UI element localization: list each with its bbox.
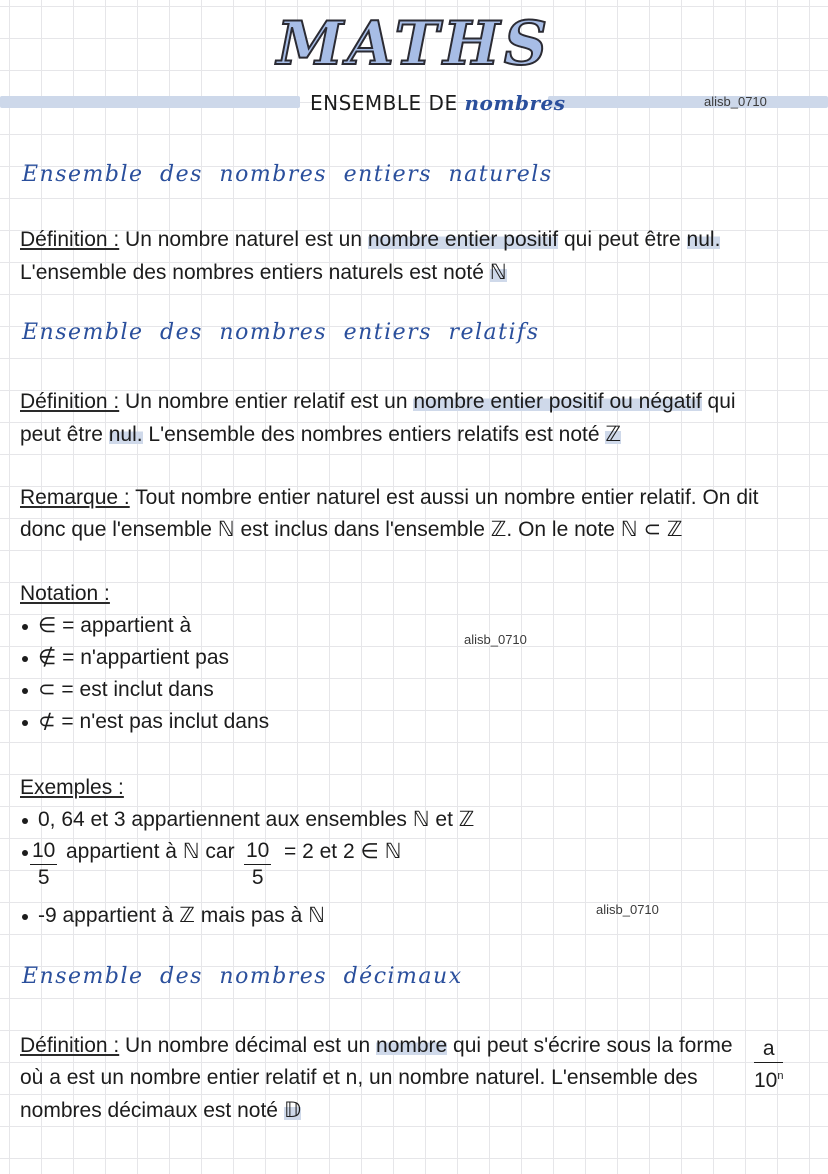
- symbol-relatifs: ℤ: [605, 422, 621, 446]
- list-item: ∈ = appartient à: [20, 610, 810, 642]
- definition-label: Définition :: [20, 1034, 120, 1057]
- example-3: [20, 900, 810, 932]
- exemples-list: [20, 804, 810, 836]
- watermark-lower: alisb_0710: [596, 902, 659, 917]
- highlight: nul.: [686, 228, 721, 251]
- fraction-numerator: a: [754, 1036, 783, 1063]
- list-item: ⊂ = est inclut dans: [20, 674, 810, 706]
- watermark-header: alisb_0710: [704, 94, 767, 109]
- remarque-label: Remarque :: [20, 486, 130, 509]
- list-item: -9 appartient à ℤ mais pas à ℕ: [20, 900, 810, 932]
- exemples-label: Exemples :: [20, 776, 124, 799]
- watermark-middle: alisb_0710: [464, 632, 527, 647]
- definition-label: Définition :: [20, 228, 120, 251]
- fraction-denominator: 5: [251, 866, 264, 889]
- page-title: MATHS: [276, 9, 552, 79]
- header-band-left: [0, 96, 300, 108]
- example-2-text-a: appartient à ℕ car: [66, 840, 235, 863]
- remarque: [20, 482, 810, 546]
- text: L'ensemble des nombres entiers naturels est noté: [20, 261, 490, 284]
- page-subtitle: [310, 88, 566, 118]
- list-item: ∉ = n'appartient pas: [20, 642, 810, 674]
- denominator-base: 10: [754, 1069, 778, 1092]
- text: Un nombre naturel est un: [119, 228, 368, 251]
- fraction-denominator: [754, 1063, 783, 1094]
- fraction-numerator: 10: [244, 838, 271, 865]
- list-item: ⊄ = n'est pas inclut dans: [20, 706, 810, 738]
- symbol-decimaux: 𝔻: [283, 1098, 302, 1122]
- notation-label: Notation :: [20, 582, 110, 605]
- exemples: [20, 772, 810, 836]
- heading-relatifs: Ensemble des nombres entiers relatifs: [22, 320, 540, 345]
- heading-decimaux: Ensemble des nombres décimaux: [22, 964, 463, 989]
- text: qui peut être: [558, 228, 687, 251]
- symbol-naturels: ℕ: [489, 260, 507, 284]
- text: peut être: [20, 423, 109, 446]
- fraction-a-over-10n: [754, 1036, 783, 1094]
- fraction-10-over-5-b: [244, 838, 271, 891]
- text: Un nombre décimal est un: [119, 1034, 377, 1057]
- header-band-right: [548, 96, 828, 108]
- heading-naturels: Ensemble des nombres entiers naturels: [22, 162, 553, 187]
- notation-list: [20, 610, 810, 738]
- highlight: nul.: [108, 423, 143, 446]
- text: où a est un nombre entier relatif et n, un nombre naturel. L'ensemble des: [20, 1066, 698, 1089]
- highlight: nombre entier positif ou négatif: [413, 390, 702, 413]
- text: Tout nombre entier naturel est aussi un nombre entier relatif. On dit: [129, 486, 759, 509]
- exemples-list-2: [20, 900, 810, 932]
- text: qui: [701, 390, 736, 413]
- highlight: nombre entier positif: [367, 228, 559, 251]
- fraction-denominator: 5: [37, 866, 50, 889]
- list-item: 0, 64 et 3 appartiennent aux ensembles ℕ et ℤ: [20, 804, 810, 836]
- fraction-numerator: 10: [30, 838, 57, 865]
- highlight: nombre: [376, 1034, 448, 1057]
- text: L'ensemble des nombres entiers relatifs est noté: [142, 423, 606, 446]
- definition-label: Définition :: [20, 390, 120, 413]
- definition-relatifs: [20, 386, 810, 451]
- example-2-text-b: = 2 et 2 ∈ ℕ: [284, 840, 402, 863]
- text: nombres décimaux est noté: [20, 1099, 284, 1122]
- definition-naturels: [20, 224, 810, 289]
- notation: [20, 578, 810, 738]
- text: qui peut s'écrire sous la forme: [447, 1034, 733, 1057]
- text: Un nombre entier relatif est un: [119, 390, 414, 413]
- subtitle-prefix: ENSEMBLE DE: [310, 91, 465, 115]
- fraction-10-over-5: [30, 838, 57, 891]
- text: donc que l'ensemble ℕ est inclus dans l'ensemble ℤ. On le note ℕ ⊂ ℤ: [20, 518, 683, 541]
- definition-decimaux: [20, 1030, 810, 1127]
- denominator-exponent: n: [777, 1070, 784, 1082]
- subtitle-accent: nombres: [464, 91, 566, 115]
